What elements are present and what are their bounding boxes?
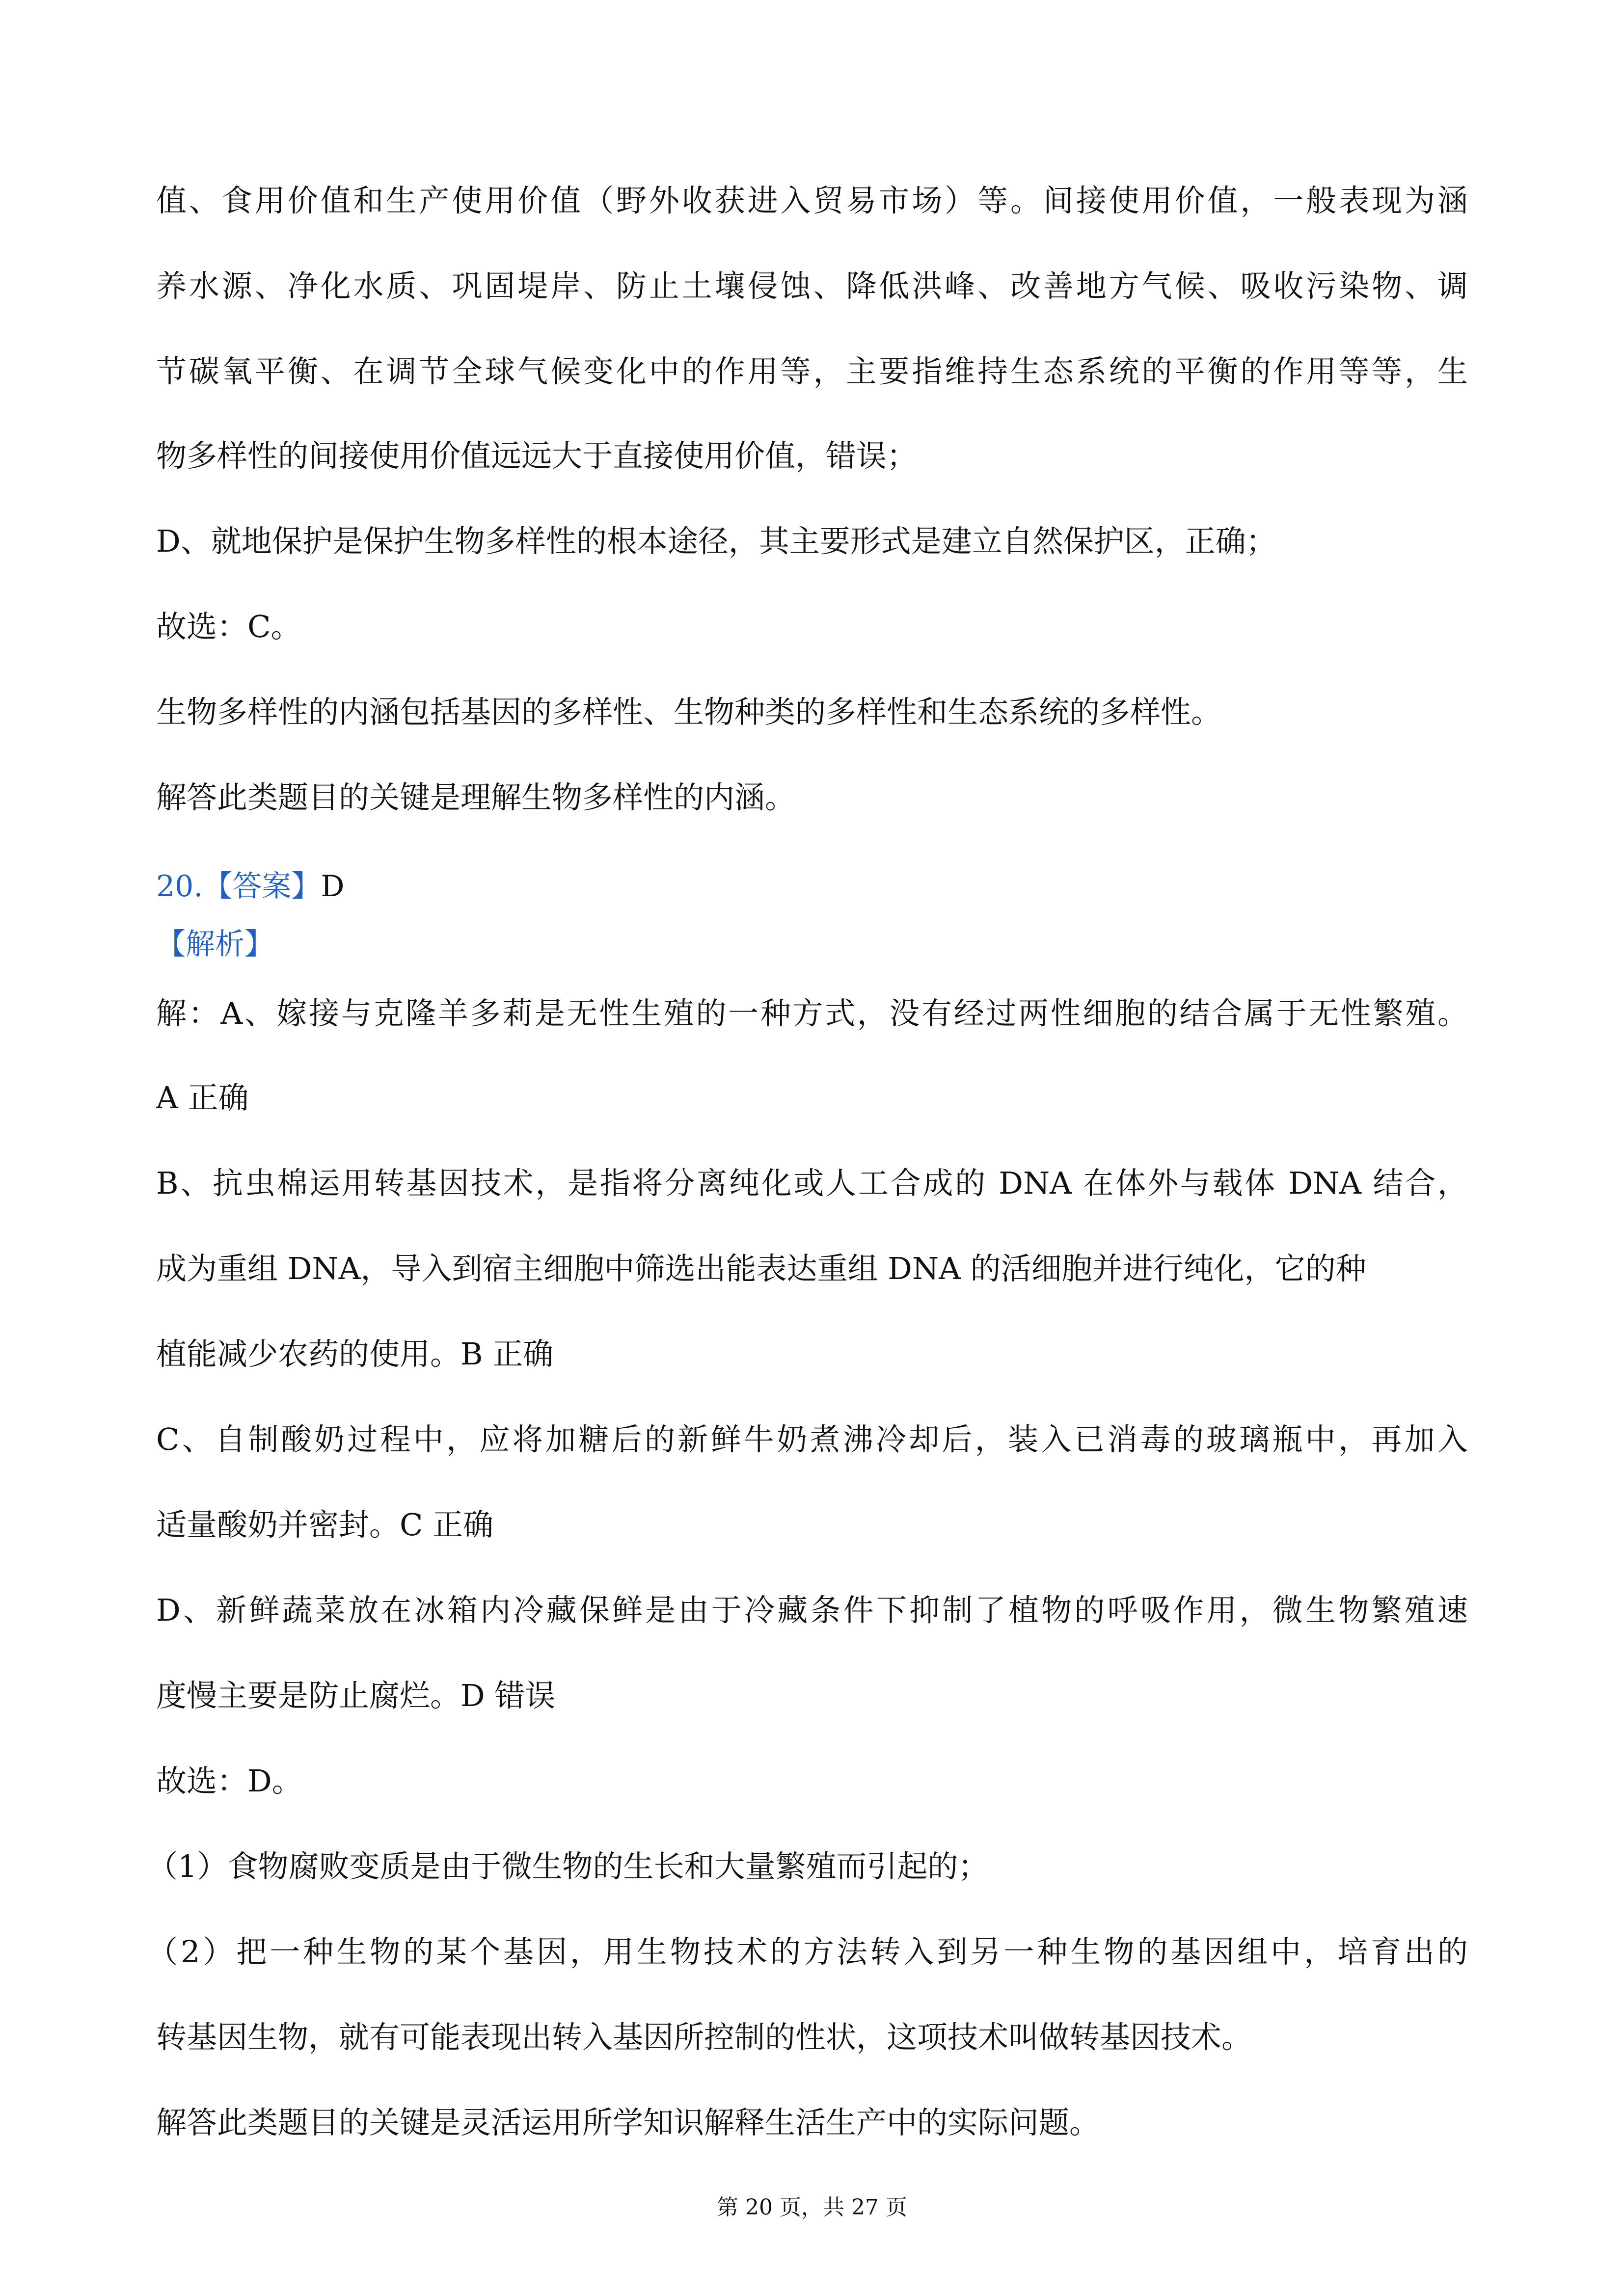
text-line: 节碳氧平衡、在调节全球气候变化中的作用等，主要指维持生态系统的平衡的作用等等，生 — [156, 353, 1468, 389]
text-line: （2）把一种生物的某个基因，用生物技术的方法转入到另一种生物的基因组中，培育出的 — [147, 1934, 1468, 1970]
text-line: A 正确 — [156, 1080, 249, 1116]
text-line: C、自制酸奶过程中，应将加糖后的新鲜牛奶煮沸冷却后，装入已消毒的玻璃瓶中，再加入 — [156, 1421, 1468, 1457]
text-line: 成为重组 DNA，导入到宿主细胞中筛选出能表达重组 DNA 的活细胞并进行纯化，它的种 — [156, 1251, 1366, 1286]
question-header — [156, 869, 345, 904]
text-line: 解答此类题目的关键是理解生物多样性的内涵。 — [156, 779, 796, 815]
text-line: 适量酸奶并密封。C 正确 — [156, 1507, 494, 1543]
question-number: 20. — [156, 869, 203, 904]
text-line: 值、食用价值和生产使用价值（野外收获进入贸易市场）等。间接使用价值，一般表现为涵 — [156, 183, 1468, 218]
text-line: 解答此类题目的关键是灵活运用所学知识解释生活生产中的实际问题。 — [156, 2105, 1100, 2140]
page-footer: 第 20 页，共 27 页 — [717, 2195, 907, 2220]
answer-tag: 【答案】 — [203, 869, 321, 904]
text-line: D、就地保护是保护生物多样性的根本途径，其主要形式是建立自然保护区，正确； — [156, 523, 1276, 559]
text-line: 故选：C。 — [156, 609, 301, 644]
text-line: D、新鲜蔬菜放在冰箱内冷藏保鲜是由于冷藏条件下抑制了植物的呼吸作用，微生物繁殖速 — [156, 1592, 1468, 1628]
text-line: （1）食物腐败变质是由于微生物的生长和大量繁殖而引起的； — [147, 1848, 989, 1884]
text-line: 植能减少农药的使用。B 正确 — [156, 1336, 554, 1372]
analysis-tag: 【解析】 — [156, 927, 274, 961]
text-line: 故选：D。 — [156, 1763, 302, 1799]
text-line: 养水源、净化水质、巩固堤岸、防止土壤侵蚀、降低洪峰、改善地方气候、吸收污染物、调 — [156, 268, 1468, 304]
text-line: B、抗虫棉运用转基因技术，是指将分离纯化或人工合成的 DNA 在体外与载体 DNA 结合， — [156, 1165, 1468, 1201]
text-line: 生物多样性的内涵包括基因的多样性、生物种类的多样性和生态系统的多样性。 — [156, 694, 1222, 730]
answer-value: D — [321, 869, 345, 904]
text-line: 度慢主要是防止腐烂。D 错误 — [156, 1678, 556, 1713]
text-line: 转基因生物，就有可能表现出转入基因所控制的性状，这项技术叫做转基因技术。 — [156, 2019, 1252, 2055]
text-line: 物多样性的间接使用价值远远大于直接使用价值，错误； — [156, 438, 918, 474]
text-line: 解：A、嫁接与克隆羊多莉是无性生殖的一种方式，没有经过两性细胞的结合属于无性繁殖。 — [156, 995, 1468, 1031]
